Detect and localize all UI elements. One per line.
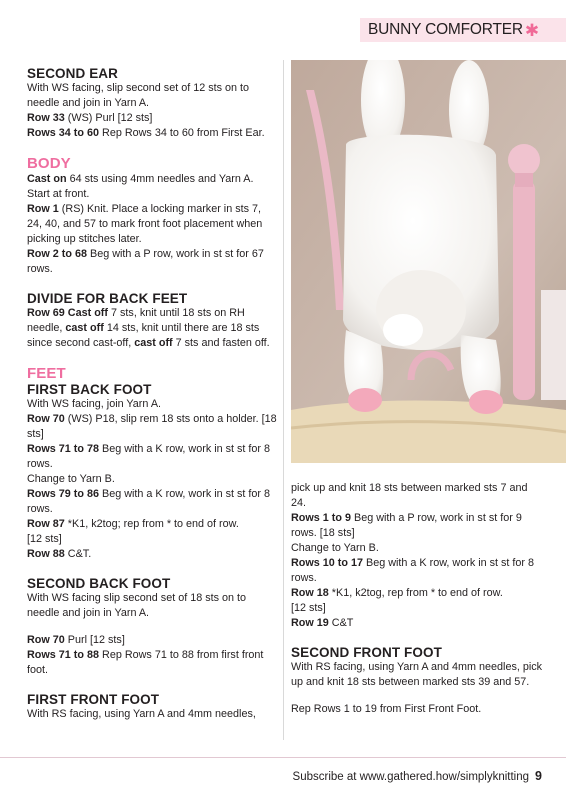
row-69: Row 69 Cast off 7 sts, knit until 18 sts on RH needle, cast off 14 sts, knit until there are 18 sts since second cast-off, cast off 7 sts and fasten off. bbox=[27, 307, 270, 349]
section-title-feet: FEET bbox=[27, 365, 66, 382]
sff-intro: With RS facing, using Yarn A and 4mm needles, pick up and knit 18 sts between marked sts 39 and 57. bbox=[291, 661, 543, 688]
fff-rows-10-17: Rows 10 to 17 Beg with a K row, work in st st for 8 rows. bbox=[291, 557, 535, 584]
section-title-divide: DIVIDE FOR BACK FEET bbox=[27, 291, 188, 306]
sbf-row-70: Row 70 Purl [12 sts] bbox=[27, 634, 125, 646]
fff-change-yarn: Change to Yarn B. bbox=[291, 542, 379, 554]
section-title-first-front-foot: FIRST FRONT FOOT bbox=[27, 692, 160, 707]
section-title-second-front-foot: SECOND FRONT FOOT bbox=[291, 645, 442, 660]
fbf-rows-79-86: Rows 79 to 86 Beg with a K row, work in st st for 8 rows. bbox=[27, 488, 271, 515]
left-column bbox=[27, 64, 277, 722]
subscribe-link[interactable]: Subscribe at www.gathered.how/simplyknitting bbox=[292, 771, 530, 783]
fbf-rows-71-78: Rows 71 to 78 Beg with a K row, work in st st for 8 rows. bbox=[27, 443, 271, 470]
section-title-second-back-foot: SECOND BACK FOOT bbox=[27, 576, 171, 591]
fff-row-18: Row 18 *K1, k2tog, rep from * to end of row. bbox=[291, 587, 503, 599]
section-title-second-ear: SECOND EAR bbox=[27, 66, 119, 81]
sbf-rows-71-88: Rows 71 to 88 Rep Rows 71 to 88 from first front foot. bbox=[27, 649, 264, 676]
column-divider bbox=[283, 60, 284, 740]
body-cast-on: Cast on 64 sts using 4mm needles and Yarn A. Start at front. bbox=[27, 173, 254, 200]
header-tag bbox=[360, 18, 566, 42]
footer bbox=[293, 769, 542, 783]
bunny-comforter-photo bbox=[291, 60, 566, 463]
asterisk-star-icon: ✱ bbox=[524, 20, 540, 40]
row-33: Row 33 (WS) Purl [12 sts] bbox=[27, 112, 153, 124]
fff-row-19: Row 19 C&T bbox=[291, 617, 354, 629]
second-ear-intro: With WS facing, slip second set of 12 sts on to needle and join in Yarn A. bbox=[27, 82, 250, 109]
body-row-2-68: Row 2 to 68 Beg with a P row, work in st st for 67 rows. bbox=[27, 248, 264, 275]
sff-rep: Rep Rows 1 to 19 from First Front Foot. bbox=[291, 703, 482, 715]
rows-34-60: Rows 34 to 60 Rep Rows 34 to 60 from First Ear. bbox=[27, 127, 265, 139]
subsection-first-back-foot: FIRST BACK FOOT bbox=[27, 382, 152, 397]
section-title-body: BODY bbox=[27, 155, 71, 172]
fff-intro: With RS facing, using Yarn A and 4mm needles, bbox=[27, 708, 256, 720]
fbf-row-70: Row 70 (WS) P18, slip rem 18 sts onto a holder. [18 sts] bbox=[27, 413, 277, 440]
fff-continued: pick up and knit 18 sts between marked sts 7 and 24. bbox=[291, 482, 528, 509]
body-row-1: Row 1 (RS) Knit. Place a locking marker in sts 7, 24, 40, and 57 to mark front foot placement when picking up stitches later. bbox=[27, 203, 263, 245]
fbf-row-87-count: [12 sts] bbox=[27, 533, 62, 545]
fff-rows-1-9: Rows 1 to 9 Beg with a P row, work in st st for 9 rows. [18 sts] bbox=[291, 512, 522, 539]
footer-rule bbox=[0, 757, 566, 758]
right-column bbox=[291, 481, 543, 717]
sbf-intro: With WS facing slip second set of 18 sts on to needle and join in Yarn A. bbox=[27, 592, 247, 619]
fbf-change-yarn: Change to Yarn B. bbox=[27, 473, 115, 485]
page-number: 9 bbox=[535, 769, 542, 783]
fbf-row-87: Row 87 *K1, k2tog; rep from * to end of row. bbox=[27, 518, 239, 530]
fbf-row-88: Row 88 C&T. bbox=[27, 548, 92, 560]
photo-illustration bbox=[291, 60, 566, 463]
fff-row-18-count: [12 sts] bbox=[291, 602, 326, 614]
page-header-title: BUNNY COMFORTER bbox=[368, 21, 523, 38]
first-back-intro: With WS facing, join Yarn A. bbox=[27, 398, 162, 410]
